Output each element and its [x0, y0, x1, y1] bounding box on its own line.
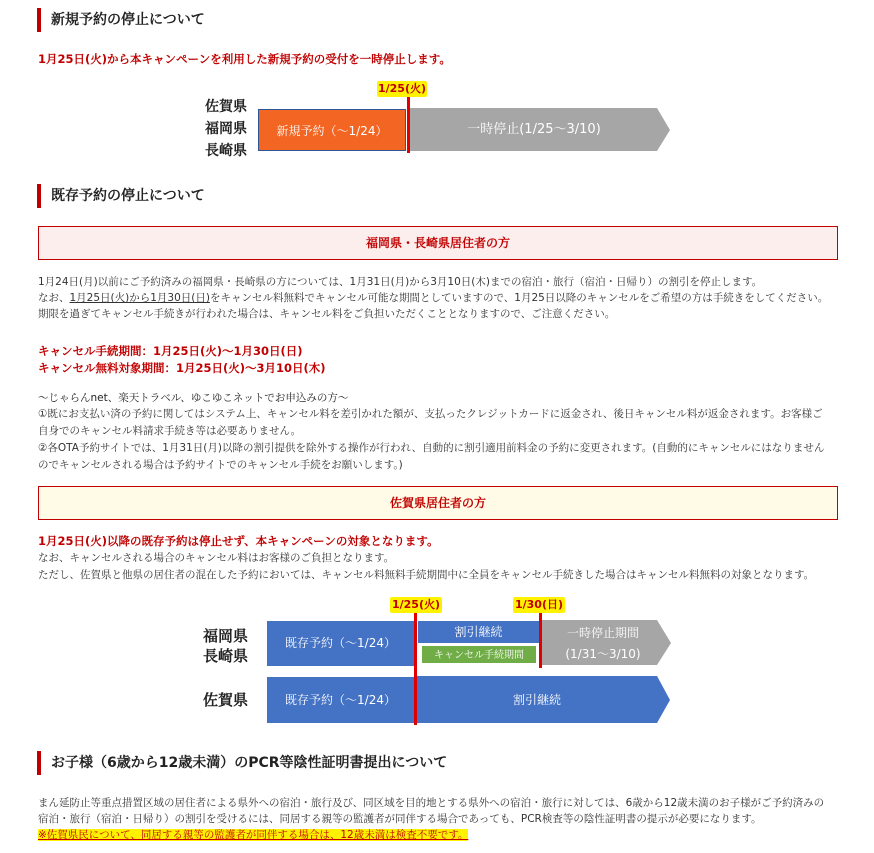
fukuoka-para-line2-prefix: なお、: [38, 292, 70, 304]
section-heading-new-reservations: 新規予約の停止について: [37, 8, 205, 32]
cancel-procedure-bar: キャンセル手続期間: [421, 645, 537, 664]
pcr-highlight: [38, 827, 468, 843]
pause-period-label-2: (1/31～3/10): [565, 647, 641, 661]
prefecture-nagasaki-2: 長崎県: [203, 647, 249, 665]
fukuoka-para-line3: 期限を過ぎてキャンセル手続きが行われた場合は、キャンセル料をご負担いただくこととなりますので、ご注意ください。: [38, 308, 616, 320]
pcr-line1: まん延防止等重点措置区域の居住者による県外への宿泊・旅行及び、同区域を目的地とする県外への宿泊・旅行に対しては、6歳から12歳未満のお子様がご予約済みの: [38, 797, 825, 809]
fukuoka-para-line2: [38, 290, 828, 306]
date-line-0125: [407, 95, 410, 153]
discount-continue-label-2: 割引継続: [512, 693, 561, 707]
saga-notice: 1月25日(火)以降の既存予約は停止せず、本キャンペーンの対象となります。: [38, 534, 439, 548]
ota-line3: ②各OTA予約サイトでは、1月31日(月)以降の割引提供を除外する操作が行われ、自動的に割引適用前料金の予約に変更されます。(自動的にキャンセルにはなりません: [38, 442, 825, 454]
discount-continue-bar-1: 割引継続: [418, 621, 539, 643]
saga-line2: ただし、佐賀県と他県の居住者の混在した予約においては、キャンセル料無料手続期間中に全員をキャンセル手続きした場合はキャンセル料無料の対象となります。: [38, 569, 815, 581]
new-reservation-bar: 新規予約（～1/24）: [258, 109, 406, 151]
fukuoka-para-line1: 1月24日(月)以前にご予約済みの福岡県・長崎県の方については、1月31日(月)から3月10日(木)までの宿泊・旅行（宿泊・日帰り）の割引を停止します。: [38, 276, 763, 288]
prefecture-nagasaki: 長崎県: [205, 143, 247, 159]
date-tag-0130: 1/30(日): [514, 598, 564, 611]
date-line-0130: [539, 612, 542, 668]
pcr-line2: 宿泊・旅行（宿泊・日帰り）の割引を受けるには、同居する親等の監護者が同伴する場合であっても、PCR検査等の陰性証明書の提示が必要になります。: [38, 813, 762, 825]
paused-bar-label: 一時停止(1/25～3/10): [467, 122, 601, 137]
existing-reservation-bar-2: 既存予約（～1/24）: [267, 677, 414, 723]
prefecture-fukuoka: 福岡県: [205, 121, 247, 137]
prefecture-saga: 佐賀県: [205, 99, 247, 115]
prefecture-saga-2: 佐賀県: [203, 691, 249, 709]
existing-reservation-bar-1: 既存予約（～1/24）: [267, 621, 414, 666]
ota-line2: 自身でのキャンセル料請求手続き等は必要ありません。: [38, 425, 302, 437]
prefecture-fukuoka-2: 福岡県: [203, 627, 249, 645]
pause-period-label-1: 一時停止期間: [566, 626, 639, 640]
saga-line1: なお、キャンセルされる場合のキャンセル料はお客様のご負担となります。: [38, 552, 395, 564]
date-tag-0125-b: 1/25(火): [391, 598, 441, 611]
date-line-0125-b: [414, 612, 417, 725]
fukuoka-para-line2-suffix: をキャンセル料無料でキャンセル可能な期間としていますので、1月25日以降のキャンセルをご希望の方は手続きをしてください。: [209, 292, 829, 304]
ota-line4: のでキャンセルされる場合は予約サイトでのキャンセル手続をお願いします。): [38, 459, 403, 471]
ota-title: ～じゃらんnet、楽天トラベル、ゆこゆこネットでお申込みの方～: [38, 392, 349, 404]
section-heading-pcr: お子様（6歳から12歳未満）のPCR等陰性証明書提出について: [37, 751, 447, 775]
ota-line1: ①既にお支払い済の予約に関してはシステム上、キャンセル料を差引かれた額が、支払ったクレジットカードに返金され、後日キャンセル料が返金されます。お客様ご: [38, 408, 823, 420]
section-heading-existing-reservations: 既存予約の停止について: [37, 184, 205, 208]
fukuoka-para-cancel-window: 1月25日(火)から1月30日(日): [69, 292, 210, 304]
saga-box: 佐賀県居住者の方: [38, 486, 838, 520]
fukuoka-nagasaki-box: 福岡県・長崎県居住者の方: [38, 226, 838, 260]
pcr-highlight-text: ※佐賀県民について、同居する親等の監護者が同伴する場合は、12歳未満は検査不要です。: [38, 829, 469, 841]
cancel-free-period: キャンセル無料対象期間：1月25日(火)～3月10日(木): [38, 361, 326, 375]
cancel-procedure-period: キャンセル手続期間：1月25日(火)～1月30日(日): [38, 344, 303, 358]
date-tag-0125: 1/25(火): [377, 82, 427, 95]
new-reservation-notice: 1月25日(火)から本キャンペーンを利用した新規予約の受付を一時停止します。: [38, 52, 451, 66]
